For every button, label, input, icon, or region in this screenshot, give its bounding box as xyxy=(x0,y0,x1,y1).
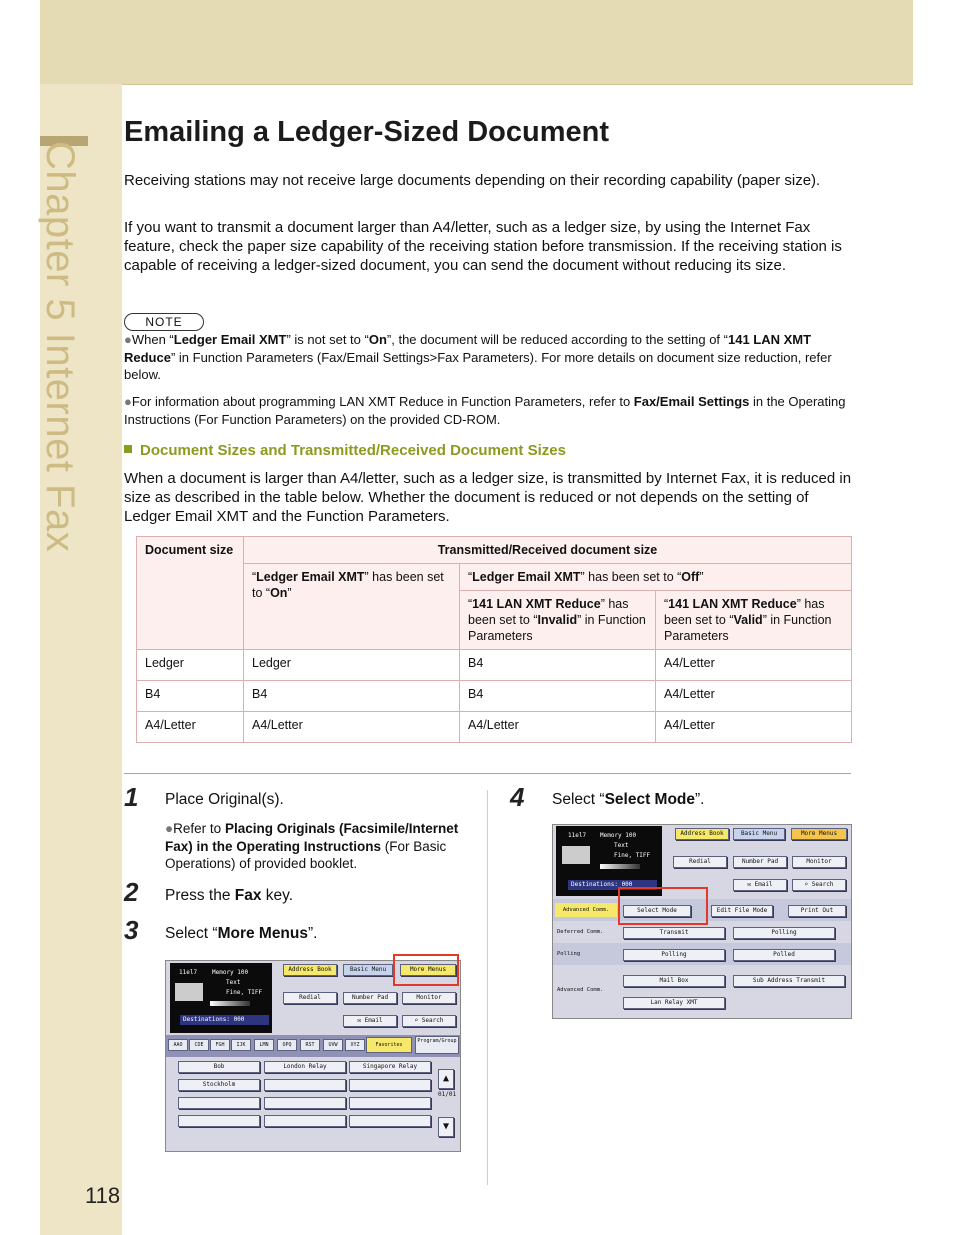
tab-cde[interactable]: CDE xyxy=(189,1039,209,1051)
edit-file-mode-button[interactable]: Edit File Mode xyxy=(711,905,773,917)
bullet-icon: ● xyxy=(124,332,132,347)
tab-uvw[interactable]: UVW xyxy=(323,1039,343,1051)
monitor-button[interactable]: Monitor xyxy=(402,992,456,1004)
address-entry[interactable]: London Relay xyxy=(264,1061,346,1073)
page-number: 118 xyxy=(85,1183,121,1208)
address-entry-empty[interactable] xyxy=(349,1097,431,1109)
search-icon: ⌕ xyxy=(414,1017,422,1024)
address-entry-empty[interactable] xyxy=(349,1115,431,1127)
tab-program-group[interactable]: Program/Group xyxy=(415,1036,459,1054)
address-entry-empty[interactable] xyxy=(264,1079,346,1091)
tab-rst[interactable]: RST xyxy=(300,1039,320,1051)
polling-label: Polling xyxy=(557,951,581,957)
scroll-down-arrow-icon[interactable]: ▼ xyxy=(438,1117,454,1137)
email-icon: ✉ xyxy=(357,1017,365,1024)
basic-menu-button[interactable]: Basic Menu xyxy=(733,828,785,840)
tab-aao[interactable]: AAO xyxy=(168,1039,188,1051)
sub-address-transmit-button[interactable]: Sub Address Transmit xyxy=(733,975,845,987)
status-panel: 11el7 Memory 100 Text Fine, TIFF Destinations: 000 xyxy=(170,963,272,1033)
table-row: B4 B4 B4 A4/Letter xyxy=(137,681,852,712)
advanced-comm-label-2: Advanced Comm. xyxy=(557,987,604,993)
header-band xyxy=(40,0,913,85)
document-icon xyxy=(562,846,590,864)
group-header: Transmitted/Received document size xyxy=(244,537,852,564)
step-4-number: 4 xyxy=(510,782,525,812)
chapter-label: Chapter 5 Internet Fax xyxy=(38,141,82,553)
step-2-number: 2 xyxy=(124,877,139,907)
redial-button[interactable]: Redial xyxy=(673,856,727,868)
column-divider xyxy=(487,790,488,1185)
more-menus-button[interactable]: More Menus xyxy=(791,828,847,840)
address-entry-empty[interactable] xyxy=(178,1097,260,1109)
tab-lmn[interactable]: LMN xyxy=(254,1039,274,1051)
section-paragraph: When a document is larger than A4/letter, such as a ledger size, is transmitted by Internet Fax, it is reduced in size as described in the table below. Whether the document is reduced or not depends on the setting of Ledger Email XMT and the Function Parameters. xyxy=(124,470,852,525)
tab-favorites[interactable]: Favorites xyxy=(366,1037,412,1053)
intro-paragraph-1: Receiving stations may not receive large documents depending on their recording capability (paper size). xyxy=(124,172,821,189)
more-menus-button[interactable]: More Menus xyxy=(400,964,456,976)
square-bullet-icon xyxy=(124,445,132,453)
col-header-ledger-on: “Ledger Email XMT” has been set to “On” xyxy=(244,564,460,650)
search-button[interactable]: ⌕ Search xyxy=(402,1015,456,1027)
monitor-button[interactable]: Monitor xyxy=(792,856,846,868)
status-panel: 11el7 Memory 100 Text Fine, TIFF Destinations: 000 xyxy=(556,826,662,896)
col-header-reduce-valid: “141 LAN XMT Reduce” has been set to “Valid” in Function Parameters xyxy=(656,591,852,650)
tab-ijk[interactable]: IJK xyxy=(231,1039,251,1051)
section-heading: Document Sizes and Transmitted/Received Document Sizes xyxy=(124,442,566,459)
basic-menu-button[interactable]: Basic Menu xyxy=(343,964,393,976)
screen-more-menus: 11el7 Memory 100 Text Fine, TIFF Destinations: 000 Address Book Basic Menu More Menus Redial Number Pad Monitor ✉ Email ⌕ Search AAO CDE FGH IJK LMN OPQ RST UVW XYZ Favorites Program/Group Bob London Relay Singapore Relay Stockholm ▲ 01/01 ▼ xyxy=(165,960,461,1152)
lan-relay-xmt-button[interactable]: Lan Relay XMT xyxy=(623,997,725,1009)
document-icon xyxy=(175,983,203,1001)
highlight-select-mode xyxy=(618,887,708,925)
email-button[interactable]: ✉ Email xyxy=(343,1015,397,1027)
address-entry-empty[interactable] xyxy=(349,1079,431,1091)
search-icon: ⌕ xyxy=(804,881,812,888)
contrast-bar xyxy=(210,1001,250,1006)
select-mode-button[interactable]: Select Mode xyxy=(623,905,691,917)
step-2-text: Press the Fax key. xyxy=(165,887,294,904)
document-size-table xyxy=(136,536,852,743)
note-badge: NOTE xyxy=(124,313,204,331)
col-header-ledger-off: “Ledger Email XMT” has been set to “Off” xyxy=(460,564,852,591)
polled-button[interactable]: Polled xyxy=(733,949,835,961)
tab-opq[interactable]: OPQ xyxy=(277,1039,297,1051)
note-item-1: ●When “Ledger Email XMT” is not set to “On”, the document will be reduced according to the setting of “141 LAN XMT Reduce” in Function Parameters (Fax/Email Settings>Fax Parameters). For more details on document size reduction, refer below. xyxy=(124,332,832,382)
tab-xyz[interactable]: XYZ xyxy=(345,1039,365,1051)
polling-button[interactable]: Polling xyxy=(733,927,835,939)
bullet-icon: ● xyxy=(165,821,174,836)
address-book-button[interactable]: Address Book xyxy=(675,828,729,840)
col-header-document-size: Document size xyxy=(137,537,244,650)
note-item-2: ●For information about programming LAN XMT Reduce in Function Parameters, refer to Fax/Email Settings in the Operating Instructions (For Function Parameters) on the provided CD-ROM. xyxy=(124,394,846,427)
mail-box-button[interactable]: Mail Box xyxy=(623,975,725,987)
print-out-button[interactable]: Print Out xyxy=(788,905,846,917)
address-entry-empty[interactable] xyxy=(264,1115,346,1127)
intro-paragraph-2: If you want to transmit a document larger than A4/letter, such as a ledger size, by using the Internet Fax feature, check the paper size capability of the receiving station before transmission. If the receiving station is capable of receiving a ledger-sized document, you can send the document without reducing its size. xyxy=(124,219,842,274)
table-row: A4/Letter A4/Letter A4/Letter A4/Letter xyxy=(137,712,852,743)
email-icon: ✉ xyxy=(747,881,755,888)
redial-button[interactable]: Redial xyxy=(283,992,337,1004)
address-entry-empty[interactable] xyxy=(178,1115,260,1127)
step-4-text: Select “Select Mode”. xyxy=(552,791,705,808)
search-button[interactable]: ⌕ Search xyxy=(792,879,846,891)
address-book-button[interactable]: Address Book xyxy=(283,964,337,976)
address-entry[interactable]: Stockholm xyxy=(178,1079,260,1091)
scroll-up-arrow-icon[interactable]: ▲ xyxy=(438,1069,454,1089)
deferred-comm-label: Deferred Comm. xyxy=(557,929,604,935)
bullet-icon: ● xyxy=(124,394,132,409)
page-title: Emailing a Ledger-Sized Document xyxy=(124,116,610,148)
step-1-sub: ●Refer to Placing Originals (Facsimile/Internet Fax) in the Operating Instructions (For Basic Operations) of provided booklet. xyxy=(165,821,459,871)
step-3-number: 3 xyxy=(124,915,139,945)
col-header-reduce-invalid: “141 LAN XMT Reduce” has been set to “Invalid” in Function Parameters xyxy=(460,591,656,650)
address-entry[interactable]: Singapore Relay xyxy=(349,1061,431,1073)
contrast-bar xyxy=(600,864,640,869)
step-1-text: Place Original(s). xyxy=(165,791,284,808)
address-entry-empty[interactable] xyxy=(264,1097,346,1109)
table-row: Ledger Ledger B4 A4/Letter xyxy=(137,650,852,681)
step-3-text: Select “More Menus”. xyxy=(165,925,318,942)
divider xyxy=(124,773,851,774)
number-pad-button[interactable]: Number Pad xyxy=(733,856,787,868)
address-entry[interactable]: Bob xyxy=(178,1061,260,1073)
advanced-comm-label: Advanced Comm. xyxy=(555,903,617,917)
transmit-button[interactable]: Transmit xyxy=(623,927,725,939)
number-pad-button[interactable]: Number Pad xyxy=(343,992,397,1004)
step-1-number: 1 xyxy=(124,782,139,812)
polling-mode-button[interactable]: Polling xyxy=(623,949,725,961)
email-button[interactable]: ✉ Email xyxy=(733,879,787,891)
tab-fgh[interactable]: FGH xyxy=(210,1039,230,1051)
highlight-more-menus xyxy=(393,954,459,986)
